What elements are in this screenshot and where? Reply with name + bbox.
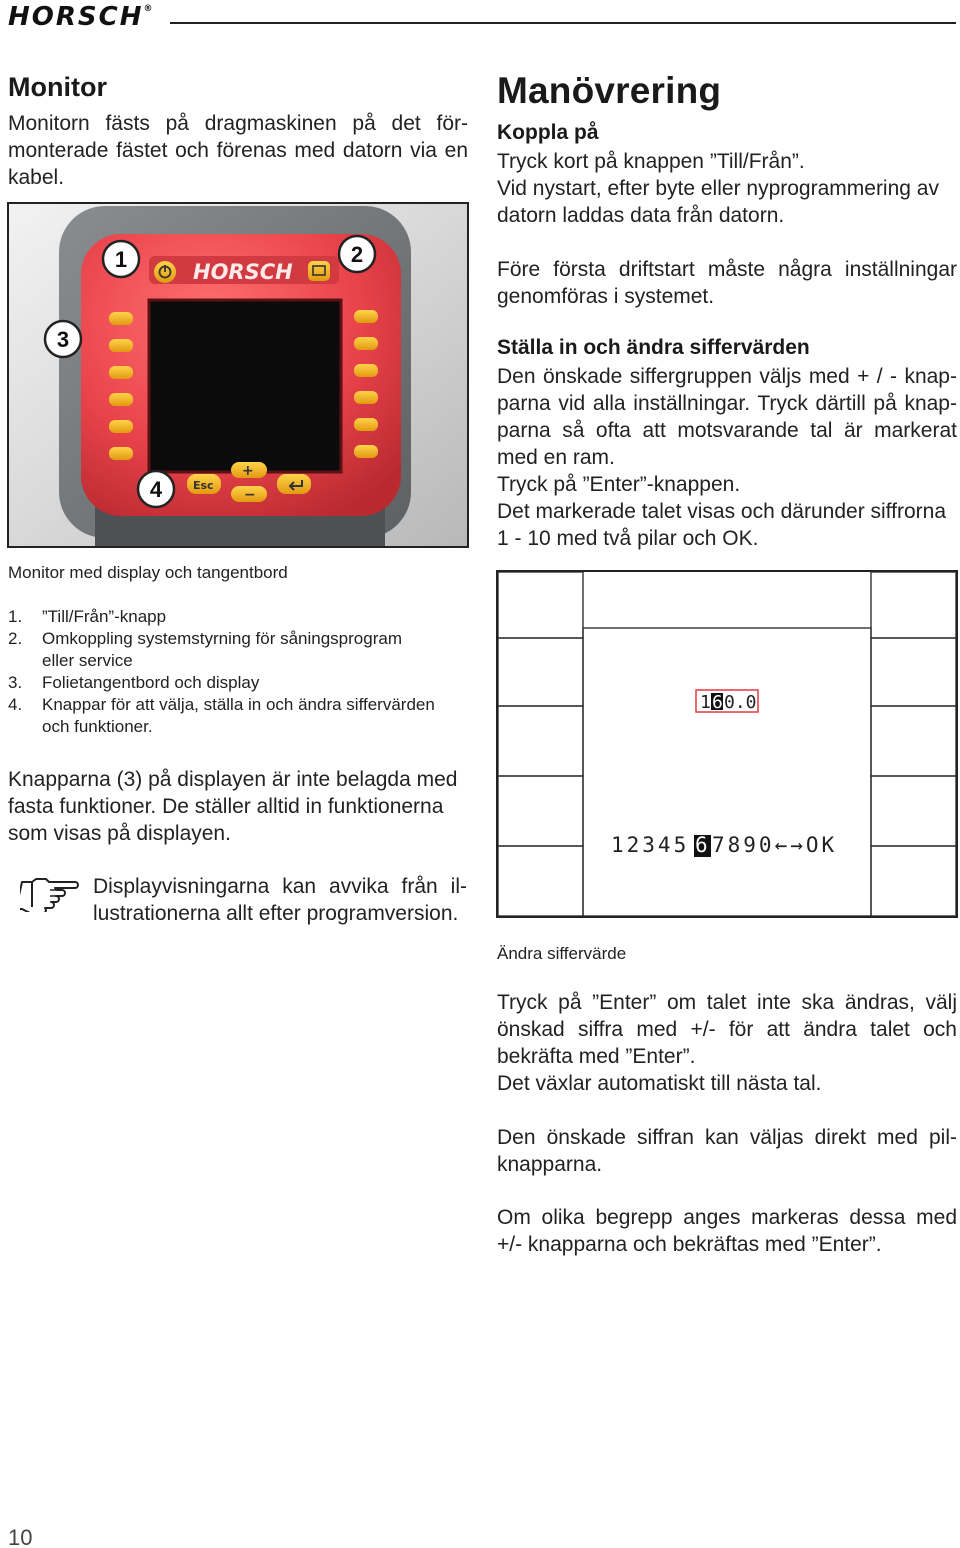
page-number: 10	[8, 1525, 33, 1548]
monitor-brand-label: HORSCH	[193, 260, 293, 284]
list-item: 3. Folietangentbord och display	[8, 673, 260, 692]
list-item: 4. Knappar för att välja, ställa in och ändra siffervärden	[8, 695, 435, 714]
monitor-illustration	[9, 204, 467, 546]
display-caption: Ändra siffervärde	[497, 944, 627, 963]
koppla-pa-heading: Koppla på	[497, 121, 599, 144]
list-item: 1. ”Till/Från”-knapp	[8, 607, 167, 626]
svg-text:1: 1	[114, 247, 128, 272]
display-layout	[498, 572, 956, 916]
digit-row: 12345	[611, 833, 690, 857]
buttons-note: Knapparna (3) på displayen är inte belagda med fasta funktioner. De ställer alltid in funktionerna som visas på displayen.	[8, 768, 458, 845]
value-digit: 1	[700, 692, 711, 713]
photo-caption: Monitor med display och tangentbord	[8, 563, 288, 582]
monitor-photo	[7, 202, 469, 548]
arrow-keys-paragraph: Den önskade siffran kan väljas direkt med pilknapparna.	[497, 1126, 957, 1176]
svg-text:−: −	[244, 487, 256, 503]
koppla-pa-text-1: Tryck kort på knappen ”Till/Från”.	[497, 150, 805, 173]
monitor-intro: Monitorn fästs på dragmaskinen på det förmonterade fästet och förenas med datorn via en kabel.	[8, 112, 468, 189]
pointing-hand-icon	[20, 876, 80, 912]
value-digit-selected: 6	[712, 692, 723, 713]
list-item-continuation: och funktioner.	[42, 717, 153, 736]
enter-paragraph: Tryck på ”Enter” om talet inte ska ändras, välj önskad siffra med +/- för att ändra talet och bekräfta med ”Enter”.	[497, 991, 957, 1068]
component-list	[8, 606, 478, 738]
digit-row-rest: 7890←→OK	[712, 833, 838, 857]
svg-text:2: 2	[350, 242, 364, 267]
svg-text:+: +	[242, 463, 254, 479]
stalla-in-heading: Ställa in och ändra siffervärden	[497, 336, 810, 359]
version-note: Displayvisningarna kan avvika från illustrationerna allt efter programversion.	[93, 875, 467, 925]
terms-paragraph: Om olika begrepp anges markeras dessa med +/- knapparna och bekräftas med ”Enter”.	[497, 1206, 957, 1256]
monitor-heading: Monitor	[8, 72, 107, 102]
header-rule	[170, 22, 956, 24]
stalla-in-text-2: Tryck på ”Enter”-knappen.	[497, 473, 741, 496]
list-item-continuation: eller service	[42, 651, 133, 670]
svg-text:3: 3	[56, 327, 70, 352]
svg-text:Esc: Esc	[193, 479, 214, 492]
horsch-logo: HORSCH®	[8, 2, 153, 32]
display-screenshot	[496, 570, 958, 918]
stalla-in-text-1: Den önskade siffergruppen väljs med + / - knapparna vid alla inställningar. Tryck därtill på knapparna så ofta att motsvarande tal är markerat med en ram.	[497, 365, 957, 469]
manovrering-heading: Manövrering	[497, 70, 722, 111]
monitor-display	[149, 300, 341, 472]
stalla-in-text-3: Det markerade talet visas och därunder siffrorna 1 - 10 med två pilar och OK.	[497, 500, 946, 550]
koppla-pa-text-2: Vid nystart, efter byte eller nyprogrammering av datorn laddas data från datorn.	[497, 177, 939, 227]
mode-switch-icon	[308, 261, 330, 281]
list-item: 2. Omkoppling systemstyrning för såningsprogram	[8, 629, 402, 648]
svg-text:4: 4	[149, 477, 163, 502]
auto-paragraph: Det växlar automatiskt till nästa tal.	[497, 1072, 822, 1095]
koppla-pa-text-3: Före första driftstart måste några inställningar genomföras i systemet.	[497, 258, 957, 308]
value-digits: 0.0	[724, 692, 757, 713]
enter-key	[277, 474, 311, 494]
digit-row-selected: 6	[695, 833, 711, 857]
